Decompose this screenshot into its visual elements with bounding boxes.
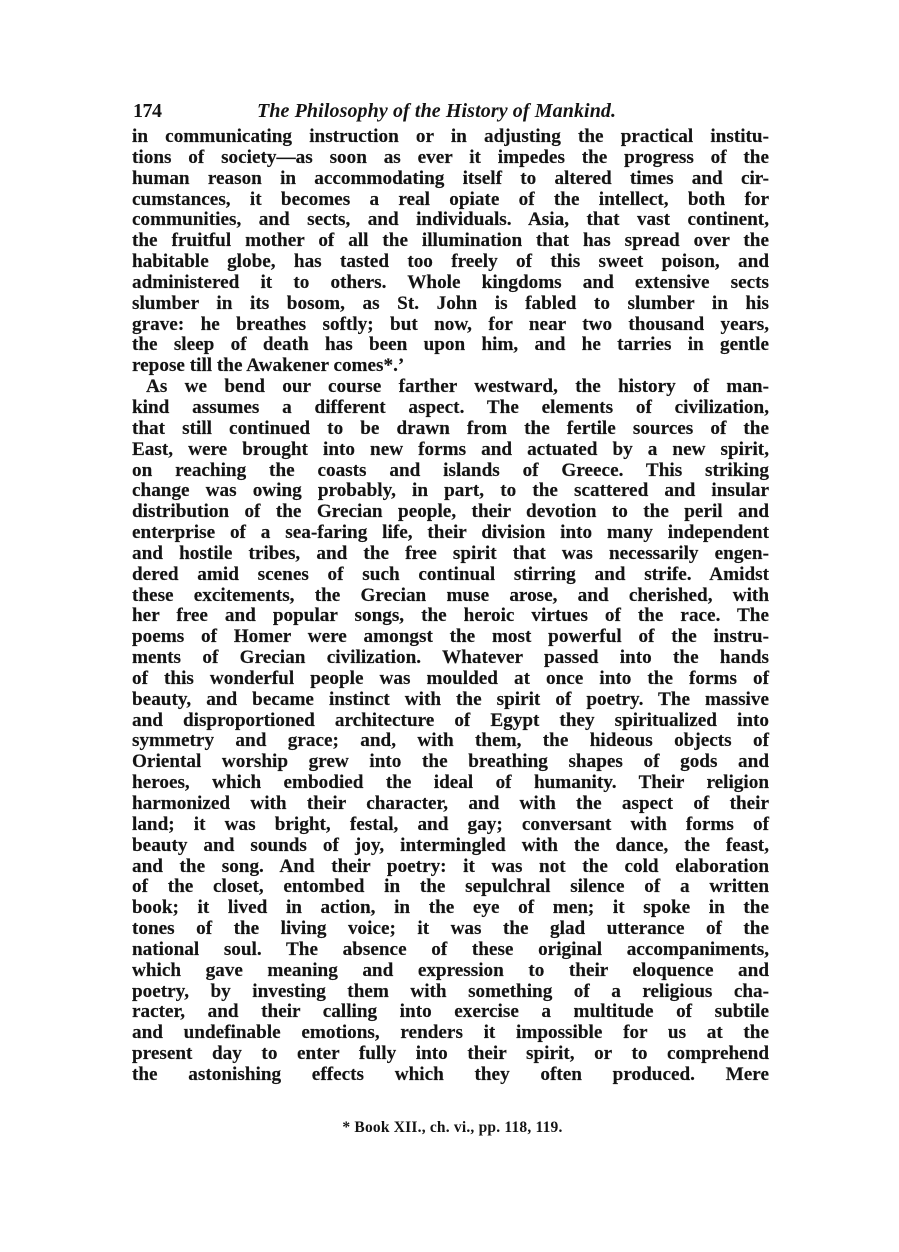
text-line: national soul. The absence of these original accompaniments, <box>132 938 769 960</box>
text-line: slumber in its bosom, as St. John is fabled to slumber in his <box>132 292 769 314</box>
text-line: book; it lived in action, in the eye of men; it spoke in the <box>132 897 769 919</box>
text-line: the fruitful mother of all the illumination that has spread over the <box>132 230 769 252</box>
text-line: which gave meaning and expression to their eloquence and <box>132 959 769 981</box>
text-line: dered amid scenes of such continual stirring and strife. Amidst <box>132 563 769 585</box>
text-line: grave: he breathes softly; but now, for near two thousand years, <box>132 313 769 335</box>
text-line: her free and popular songs, the heroic virtues of the race. The <box>132 605 769 627</box>
text-line: beauty and sounds of joy, intermingled with the dance, the feast, <box>132 834 769 856</box>
text-line: human reason in accommodating itself to altered times and cir- <box>132 167 769 189</box>
text-line: these excitements, the Grecian muse arose, and cherished, with <box>132 584 769 606</box>
text-line: and hostile tribes, and the free spirit that was necessarily engen- <box>132 542 769 564</box>
text-line: land; it was bright, festal, and gay; conversant with forms of <box>132 813 769 835</box>
paragraph-end-line: repose till the Awakener comes*.’ <box>132 355 405 377</box>
text-line: and the song. And their poetry: it was not the cold elaboration <box>132 855 769 877</box>
text-line: harmonized with their character, and with the aspect of their <box>132 793 769 814</box>
text-line: poems of Homer were amongst the most powerful of the instru- <box>132 626 769 648</box>
text-line: symmetry and grace; and, with them, the hideous objects of <box>132 730 769 752</box>
text-line: in communicating instruction or in adjusting the practical institu- <box>132 126 769 147</box>
text-line: Oriental worship grew into the breathing shapes of gods and <box>132 751 769 773</box>
text-line: of this wonderful people was moulded at once into the forms of <box>132 667 769 689</box>
text-line: present day to enter fully into their spirit, or to comprehend <box>132 1043 769 1065</box>
text-line: change was owing probably, in part, to the scattered and insular <box>132 480 769 502</box>
text-line: ments of Grecian civilization. Whatever passed into the hands <box>132 647 769 669</box>
text-line: enterprise of a sea-faring life, their division into many independent <box>132 522 769 544</box>
text-line: that still continued to be drawn from the fertile sources of the <box>132 417 769 439</box>
text-line: administered it to others. Whole kingdoms and extensive sects <box>132 271 769 293</box>
text-line: cumstances, it becomes a real opiate of the intellect, both for <box>132 188 769 210</box>
body-text <box>132 127 769 1086</box>
footnote: * Book XII., ch. vi., pp. 118, 119. <box>342 1119 563 1136</box>
text-line: kind assumes a different aspect. The elements of civilization, <box>132 396 769 418</box>
running-title: The Philosophy of the History of Mankind. <box>257 100 617 122</box>
page-number: 174 <box>133 100 162 122</box>
text-line: of the closet, entombed in the sepulchral silence of a written <box>132 876 769 898</box>
text-line: the sleep of death has been upon him, and he tarries in gentle <box>132 334 769 356</box>
text-line: habitable globe, has tasted too freely of this sweet poison, and <box>132 251 769 273</box>
text-line: communities, and sects, and individuals. Asia, that vast continent, <box>132 209 769 231</box>
text-line: tones of the living voice; it was the glad utterance of the <box>132 918 769 940</box>
text-line: and disproportioned architecture of Egypt they spiritualized into <box>132 709 769 731</box>
text-line: on reaching the coasts and islands of Greece. This striking <box>132 459 769 481</box>
text-line: the astonishing effects which they often produced. Mere <box>132 1063 769 1085</box>
text-line: heroes, which embodied the ideal of humanity. Their religion <box>132 772 769 794</box>
text-line: poetry, by investing them with something of a religious cha- <box>132 980 769 1002</box>
text-line: racter, and their calling into exercise a multitude of subtile <box>132 1001 769 1023</box>
paragraph-start-line: As we bend our course farther westward, the history of man- <box>146 376 769 398</box>
text-line: East, were brought into new forms and actuated by a new spirit, <box>132 438 769 460</box>
text-line: and undefinable emotions, renders it impossible for us at the <box>132 1022 769 1044</box>
text-line: beauty, and became instinct with the spirit of poetry. The massive <box>132 688 769 710</box>
text-line: distribution of the Grecian people, their devotion to the peril and <box>132 501 769 523</box>
text-line: tions of society—as soon as ever it impedes the progress of the <box>132 146 769 168</box>
running-head <box>133 100 773 126</box>
